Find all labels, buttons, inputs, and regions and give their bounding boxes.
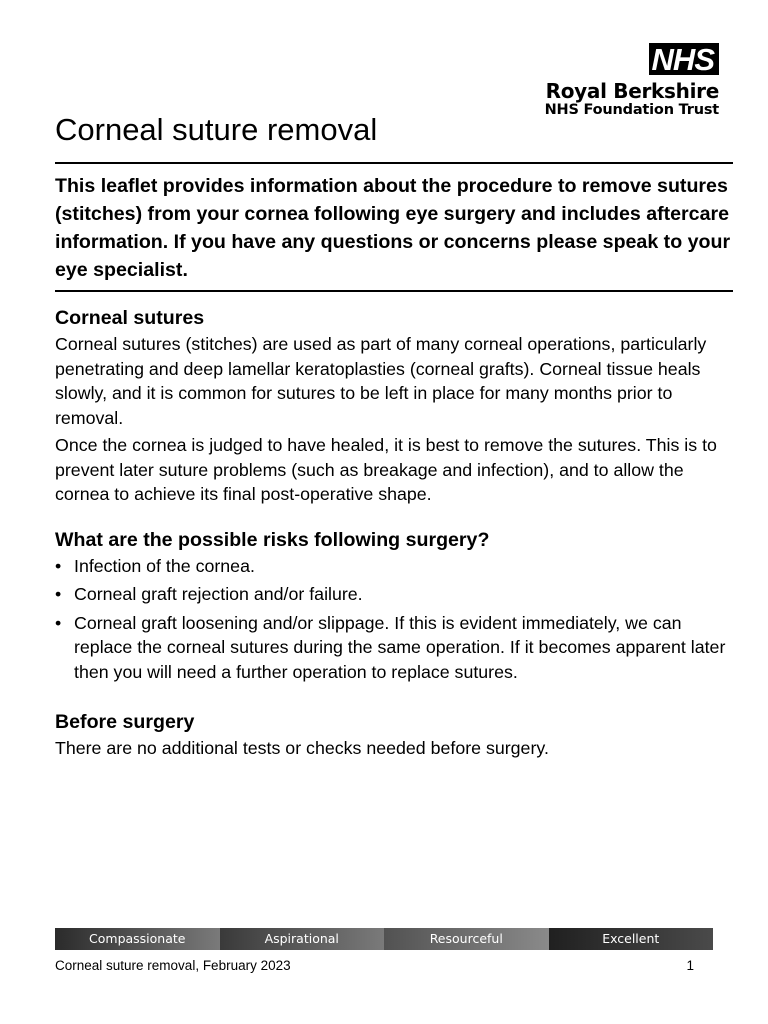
bullet-icon: • — [55, 612, 62, 633]
paragraph-sutures-1: Corneal sutures (stitches) are used as part of many corneal operations, particularly penetrating and deep lamellar keratoplasties (corneal grafts). Corneal tissue heals slowly, and it is common for sutures to be left in place for many months prior to removal. — [55, 334, 707, 428]
paragraph-before-surgery: There are no additional tests or checks needed before surgery. — [55, 738, 549, 758]
title-rule — [55, 162, 733, 164]
list-item-text: Corneal graft loosening and/or slippage. If this is evident immediately, we can replace the corneal sutures during the same operation. If it becomes apparent later then you will need a further operation to replace sutures. — [74, 612, 726, 682]
value-excellent: Excellent — [549, 928, 714, 950]
paragraph-sutures-2: Once the cornea is judged to have healed, it is best to remove the sutures. This is to prevent later suture problems (such as breakage and infection), and to allow the cornea to achieve its final post-operative shape. — [55, 435, 717, 504]
org-subtitle: NHS Foundation Trust — [544, 102, 719, 118]
page-number: 1 — [686, 958, 694, 973]
bullet-icon: • — [55, 584, 62, 604]
org-name: Royal Berkshire — [545, 79, 719, 103]
page-title: Corneal suture removal — [55, 112, 378, 147]
intro-rule — [55, 290, 733, 292]
list-item — [55, 582, 733, 607]
leaflet-body — [55, 304, 733, 761]
footer-document-title: Corneal suture removal, February 2023 — [55, 958, 291, 973]
values-bar — [55, 928, 713, 950]
list-item-text: Infection of the cornea. — [74, 555, 255, 576]
value-compassionate: Compassionate — [55, 928, 220, 950]
nhs-logo — [529, 43, 719, 119]
value-aspirational: Aspirational — [220, 928, 385, 950]
list-item — [55, 611, 733, 685]
list-item-text: Corneal graft rejection and/or failure. — [74, 584, 363, 604]
list-item — [55, 554, 733, 579]
nhs-badge: NHS — [649, 43, 719, 75]
value-resourceful: Resourceful — [384, 928, 549, 950]
risks-list — [55, 554, 733, 685]
heading-before-surgery: Before surgery — [55, 711, 195, 733]
heading-risks: What are the possible risks following surgery? — [55, 528, 490, 551]
bullet-icon: • — [55, 555, 62, 576]
intro-summary: This leaflet provides information about the procedure to remove sutures (stitches) from your cornea following eye surgery and includes aftercare information. If you have any questions or concerns please speak to your eye specialist. — [55, 175, 731, 281]
heading-corneal-sutures: Corneal sutures — [55, 307, 205, 329]
